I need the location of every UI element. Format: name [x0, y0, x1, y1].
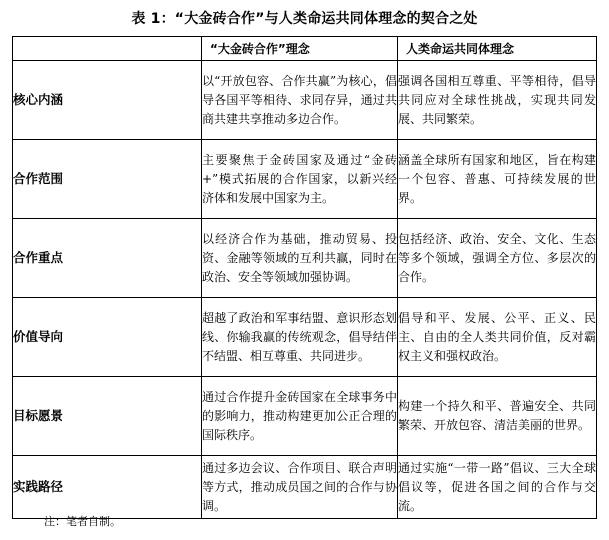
community-cell: 包括经济、政治、安全、文化、生态等多个领域，强调全方位、多层次的合作。 — [398, 219, 597, 298]
table-title: 表 1：“大金砖合作”与人类命运共同体理念的契合之处 — [131, 11, 478, 27]
brics-cell: 通过多边会议、合作项目、联合声明等方式，推动成员国之间的合作与协调。 — [202, 456, 398, 519]
row-label: 目标愿景 — [13, 377, 202, 456]
header-empty-cell — [13, 37, 202, 61]
table-header-row — [13, 37, 597, 61]
table-row — [13, 140, 597, 219]
source-note: 注：笔者自制。 — [44, 515, 121, 528]
header-community-concept: 人类命运共同体理念 — [398, 37, 597, 61]
brics-cell: 通过合作提升金砖国家在全球事务中的影响力，推动构建更加公正合理的国际秩序。 — [202, 377, 398, 456]
row-label: 合作重点 — [13, 219, 202, 298]
header-brics-concept: “大金砖合作”理念 — [202, 37, 398, 61]
row-label: 合作范围 — [13, 140, 202, 219]
community-cell: 构建一个持久和平、普遍安全、共同繁荣、开放包容、清洁美丽的世界。 — [398, 377, 597, 456]
table-row — [13, 61, 597, 140]
community-cell: 强调各国相互尊重、平等相待，倡导共同应对全球性挑战，实现共同发展、共同繁荣。 — [398, 61, 597, 140]
table-row — [13, 219, 597, 298]
community-cell: 涵盖全球所有国家和地区，旨在构建一个包容、普惠、可持续发展的世界。 — [398, 140, 597, 219]
table-row — [13, 298, 597, 377]
community-cell: 倡导和平、发展、公平、正义、民主、自由的全人类共同价值，反对霸权主义和强权政治。 — [398, 298, 597, 377]
table-row — [13, 377, 597, 456]
brics-cell: 主要聚焦于金砖国家及通过“金砖+”模式拓展的合作国家，以新兴经济体和发展中国家为主。 — [202, 140, 398, 219]
brics-cell: 超越了政治和军事结盟、意识形态划线、你输我赢的传统观念，倡导结伴不结盟、相互尊重、共同进步。 — [202, 298, 398, 377]
brics-cell: 以经济合作为基础，推动贸易、投资、金融等领域的互利共赢，同时在政治、安全等领域加强协调。 — [202, 219, 398, 298]
brics-cell: 以“开放包容、合作共赢”为核心，倡导各国平等相待、求同存异，通过共商共建共享推动多边合作。 — [202, 61, 398, 140]
row-label: 价值导向 — [13, 298, 202, 377]
comparison-table — [12, 36, 597, 519]
table-row — [13, 456, 597, 519]
community-cell: 通过实施“一带一路”倡议、三大全球倡议等，促进各国之间的合作与交流。 — [398, 456, 597, 519]
row-label: 实践路径 — [13, 456, 202, 519]
row-label: 核心内涵 — [13, 61, 202, 140]
